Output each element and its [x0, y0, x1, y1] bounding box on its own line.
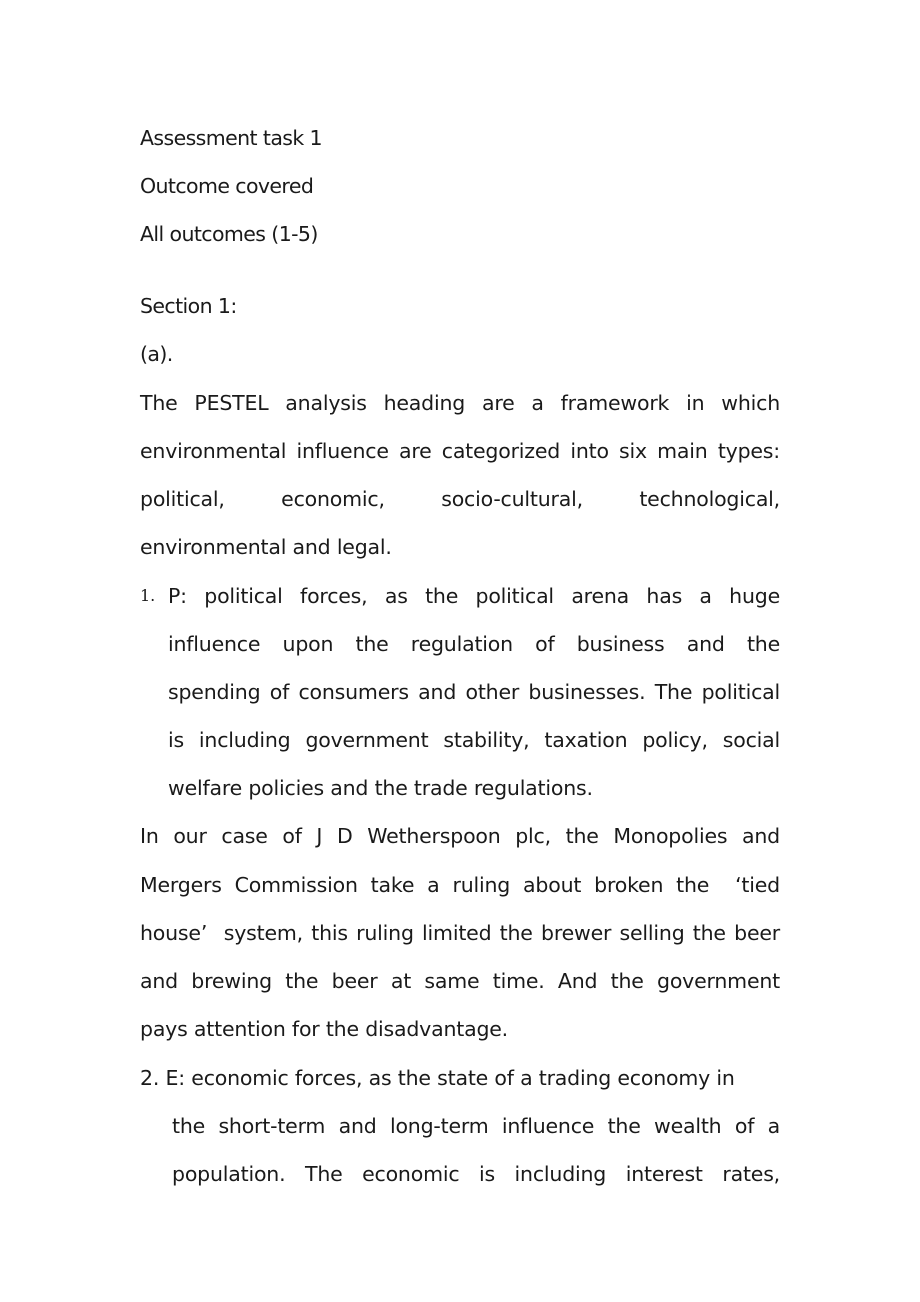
list-item-line: welfare policies and the trade regulations.	[168, 776, 593, 800]
assessment-title: Assessment task 1	[140, 126, 322, 150]
list-item-line: is including government stability, taxation policy, social	[168, 728, 780, 752]
outcome-label: Outcome covered	[140, 174, 314, 198]
list-item-line: P: political forces, as the political arena has a huge	[168, 584, 780, 608]
list-item-line: population. The economic is including interest rates,	[172, 1162, 780, 1186]
intro-line: political, economic, socio-cultural, technological,	[140, 487, 780, 511]
list-number: 1.	[140, 586, 156, 605]
list-item-line: the short-term and long-term influence the wealth of a	[172, 1114, 780, 1138]
intro-line: The PESTEL analysis heading are a framework in which	[140, 391, 780, 415]
list-item-line: influence upon the regulation of business and the	[168, 632, 780, 656]
part-label: (a).	[140, 342, 173, 366]
case-paragraph-line: Mergers Commission take a ruling about broken the ‘tied	[140, 873, 780, 897]
case-paragraph-line: pays attention for the disadvantage.	[140, 1017, 508, 1041]
case-paragraph-line: house’ system, this ruling limited the brewer selling the beer	[140, 921, 780, 945]
intro-line: environmental influence are categorized into six main types:	[140, 439, 780, 463]
list-item-2-first-line	[140, 1065, 780, 1091]
section-title: Section 1:	[140, 294, 237, 318]
case-paragraph-line: and brewing the beer at same time. And the government	[140, 969, 780, 993]
list-number: 2.	[140, 1066, 160, 1090]
list-item-line: spending of consumers and other businesses. The political	[168, 680, 780, 704]
case-paragraph-line: In our case of J D Wetherspoon plc, the Monopolies and	[140, 824, 780, 848]
outcomes-text: All outcomes (1-5)	[140, 222, 318, 246]
list-item-line: E: economic forces, as the state of a trading economy in	[165, 1066, 735, 1090]
intro-line: environmental and legal.	[140, 535, 392, 559]
